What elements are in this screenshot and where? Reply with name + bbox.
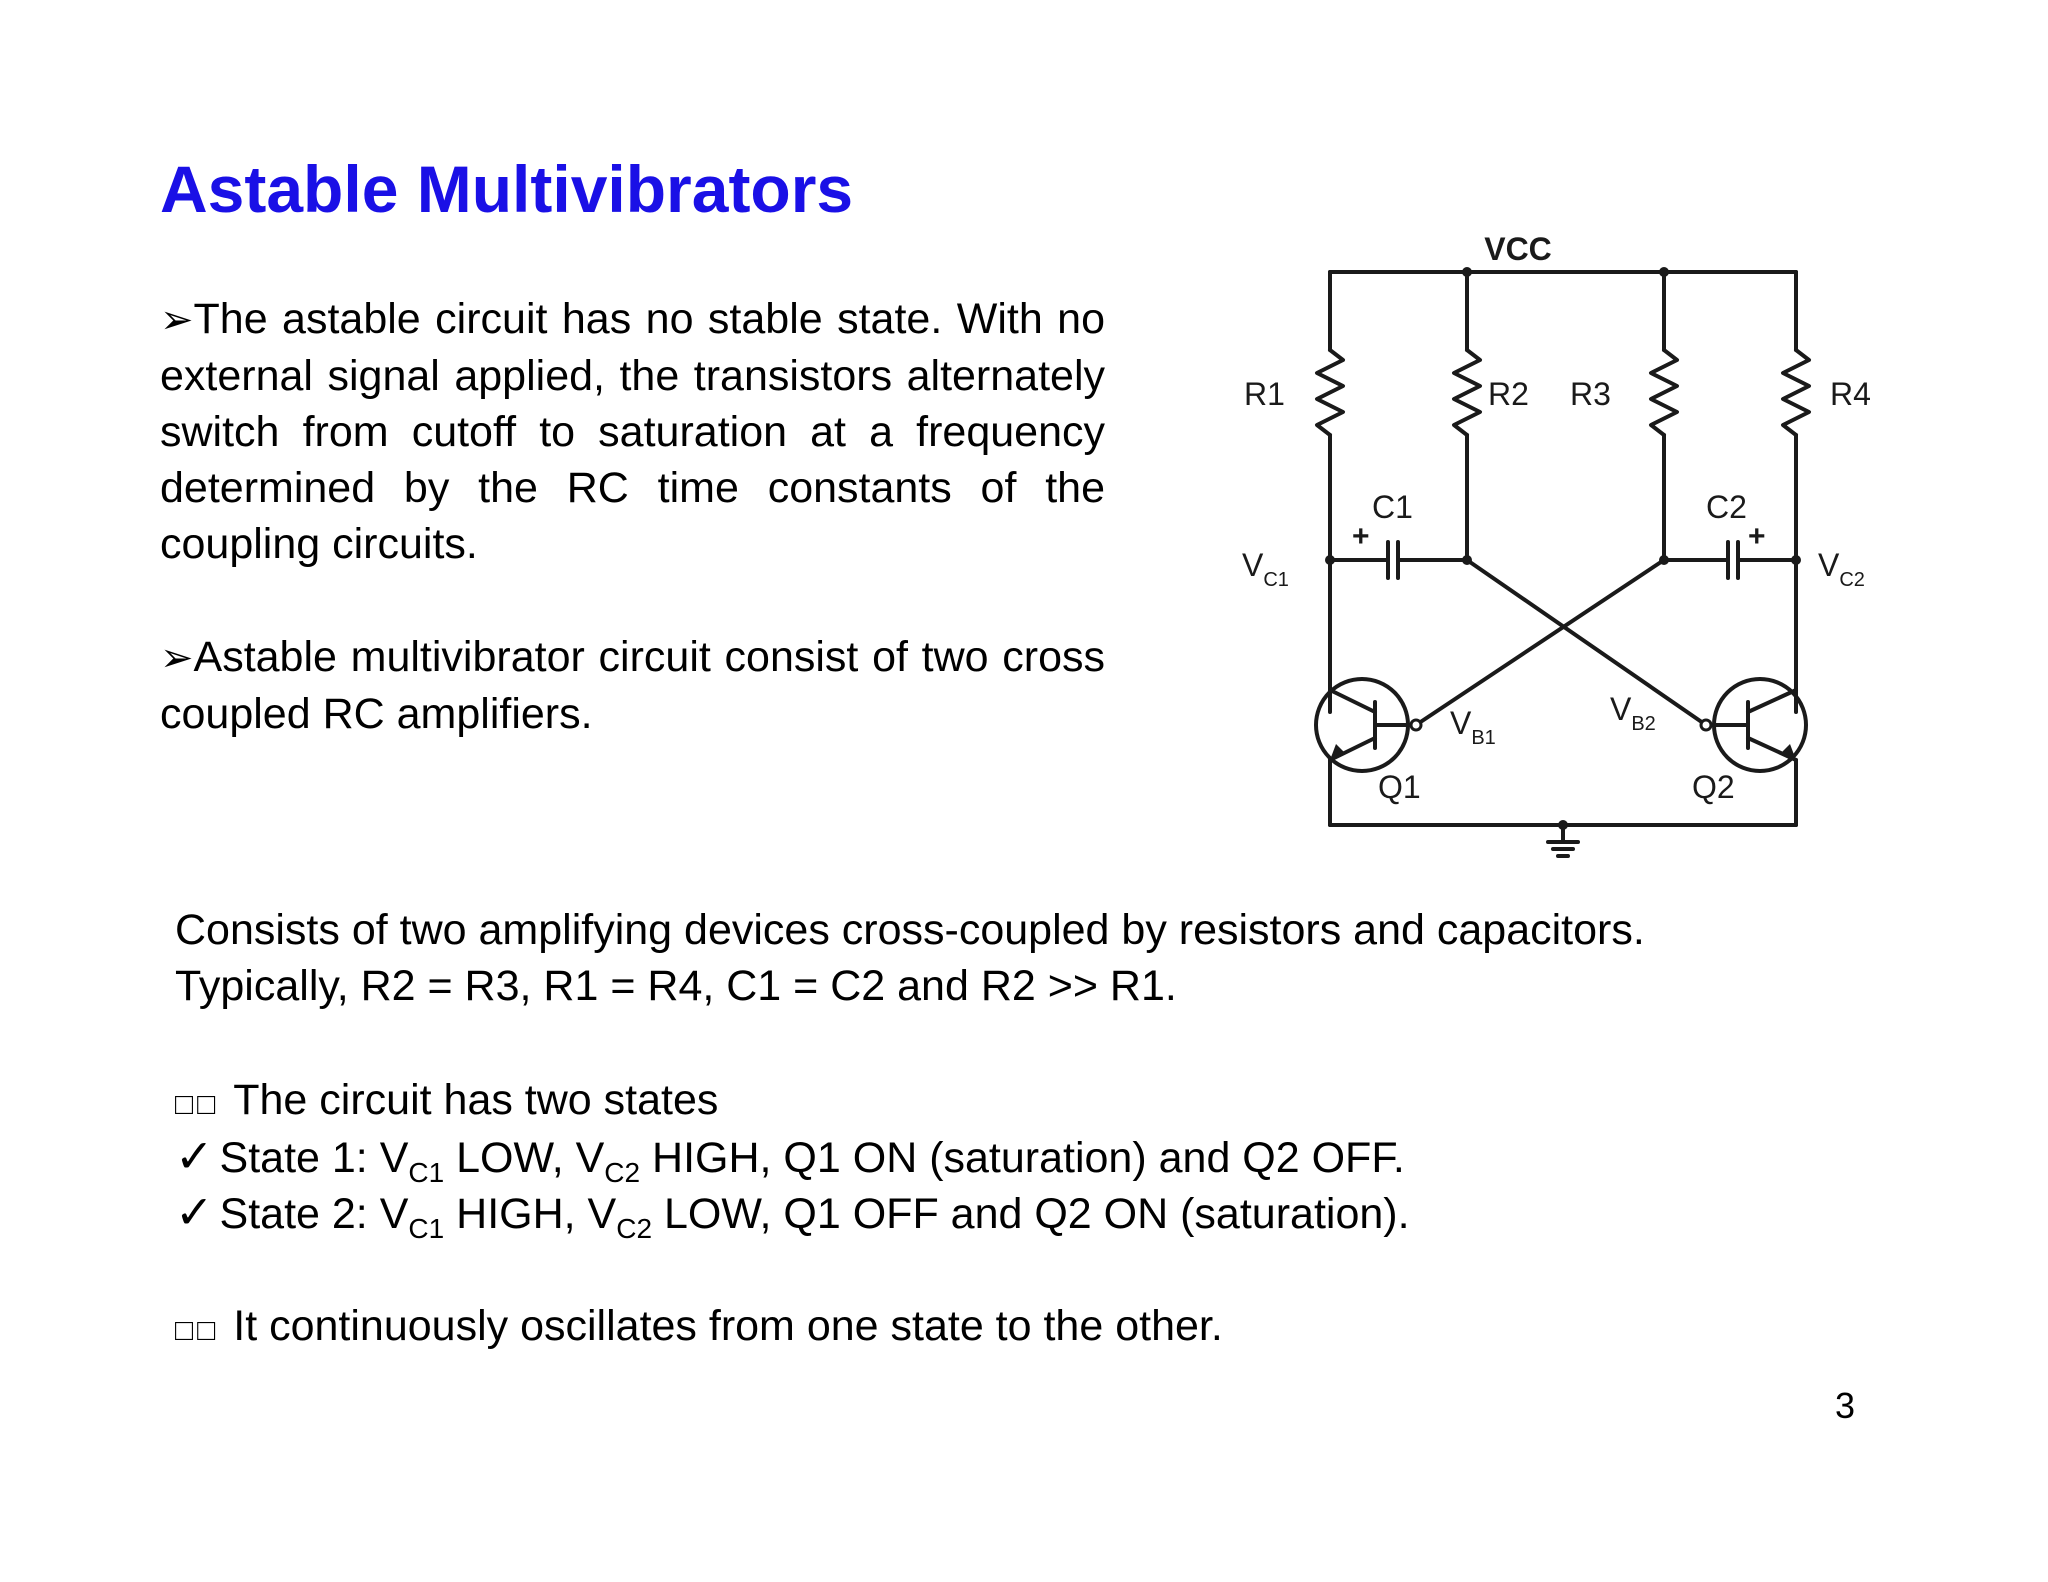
q2-label: Q2 bbox=[1692, 769, 1735, 805]
resistor-r2 bbox=[1454, 350, 1480, 435]
description-line-1: Consists of two amplifying devices cross-coupled by resistors and capacitors. bbox=[175, 906, 1645, 954]
c1-label: C1 bbox=[1372, 489, 1413, 525]
oscillation-line bbox=[175, 1298, 1223, 1359]
vcc-label: VCC bbox=[1484, 231, 1552, 267]
state-1-line: ✓ State 1: $V_{C1}$ LOW, $V_{C2}$ HIGH, Q1 ON (saturation) and Q2 OFF. bbox=[175, 1130, 1405, 1188]
resistor-r4 bbox=[1783, 350, 1809, 435]
astable-circuit-diagram bbox=[1230, 220, 1910, 880]
vb1-label: $V_{B1}$ bbox=[1450, 705, 1496, 749]
slide-title: Astable Multivibrators bbox=[160, 152, 854, 226]
vb2-label: $V_{B2}$ bbox=[1610, 691, 1656, 735]
c1-plus: + bbox=[1352, 520, 1370, 553]
page-number: 3 bbox=[1835, 1385, 1856, 1426]
bullet-text: The astable circuit has no stable state. With no external signal applied, the transistors alternately switch from cutoff to saturation at a frequency determined by the RC time constants of the coupling circuits. bbox=[160, 295, 1105, 568]
resistor-r1 bbox=[1317, 350, 1343, 435]
states-heading bbox=[175, 1072, 718, 1133]
r4-label: R4 bbox=[1830, 376, 1871, 412]
r2-label: R2 bbox=[1488, 376, 1529, 412]
description-line-2: Typically, R2 = R3, R1 = R4, C1 = C2 and R2 >> R1. bbox=[175, 962, 1177, 1010]
box-bullet-icon: □□ bbox=[175, 1314, 220, 1347]
c2-plus: + bbox=[1748, 520, 1766, 553]
vc2-label: $V_{C2}$ bbox=[1818, 547, 1865, 591]
bullet-text: Astable multivibrator circuit consist of two cross coupled RC amplifiers. bbox=[160, 633, 1105, 738]
checkmark-icon: ✓ bbox=[175, 1130, 214, 1182]
resistor-r3 bbox=[1651, 350, 1677, 435]
box-bullet-icon: □□ bbox=[175, 1088, 220, 1121]
bullet-astable-description bbox=[160, 291, 1105, 572]
checkmark-icon: ✓ bbox=[175, 1186, 214, 1238]
r1-label: R1 bbox=[1244, 376, 1285, 412]
arrow-bullet-icon: ➢ bbox=[160, 636, 194, 680]
arrow-bullet-icon: ➢ bbox=[160, 298, 194, 342]
q1-label: Q1 bbox=[1378, 769, 1421, 805]
oscillation-text: It continuously oscillates from one state to the other. bbox=[233, 1302, 1223, 1350]
states-heading-text: The circuit has two states bbox=[233, 1076, 719, 1124]
vc1-label: $V_{C1}$ bbox=[1242, 547, 1289, 591]
r3-label: R3 bbox=[1570, 376, 1611, 412]
bullet-cross-coupled bbox=[160, 629, 1105, 742]
state-2-line: ✓ State 2: $V_{C1}$ HIGH, $V_{C2}$ LOW, Q1 OFF and Q2 ON (saturation). bbox=[175, 1186, 1410, 1244]
c2-label: C2 bbox=[1706, 489, 1747, 525]
